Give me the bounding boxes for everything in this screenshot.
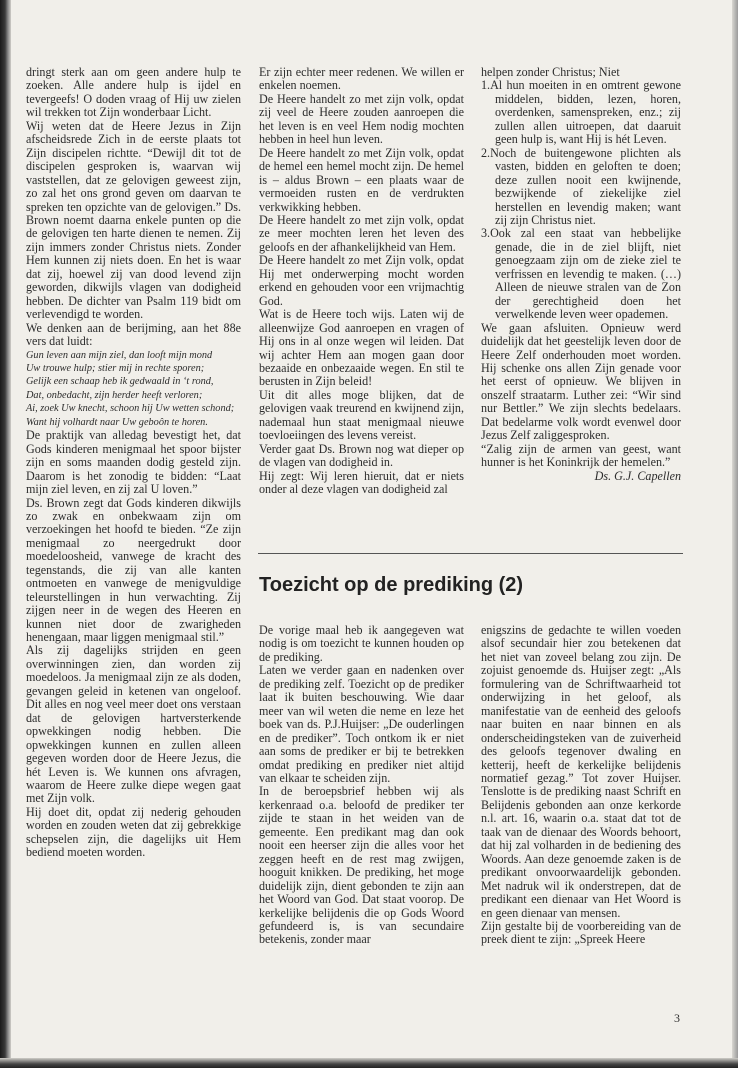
paragraph: enigszins de gedachte te willen voeden alsof secundair hier zou betekenen dat het niet van zoveel belang zou zijn. De zojuist genoemde ds. Huijser zegt: „Als formulering van de Schriftwaarheid tot onderwijzing in het geloof, als manifestatie van de eenheid des geloofs naar buiten en naar binnen en als onderscheidingsteken van de zuiverheid des geloofs tegenover dwaling en ketterij, heeft de kerkelijke belijdenis normatief gezag.” Tot zover Huijser. Tenslotte is de prediking naast Schrift en Belijdenis gebonden aan onze kerkorde n.l. art. 16, waarin o.a. staat dat tot de taak van de dienaar des Woords behoort, dat hij zal volharden in de bediening des Woords. Aan deze genoemde zaken is de predikant onvoorwaardelijk gebonden. Met nadruk wil ik onderstrepen, dat de predikant een dienaar van Het Woord is en geen dienaar van mensen. — [481, 623, 681, 920]
column-right-bottom — [481, 624, 681, 947]
verse-line: Want hij volhardt naar Uw geboôn te horen. — [26, 416, 208, 428]
paragraph: In de beroepsbrief hebben wij als kerkenraad o.a. beloofd de prediker ter zijde te staan in het weiden van de gemeente. Een predikant mag dan ook nooit een heerser zijn die alles voor het zeggen heeft en de rest mag zwijgen, hooguit knikken. De prediking, het moge duidelijk zijn, dient gebonden te zijn aan het Woord van God. Dat staat voorop. De kerkelijke belijdenis die op Gods Woord gefundeerd is, is van secundaire betekenis, zonder maar — [259, 784, 464, 947]
verse-line: Uw trouwe hulp; stier mij in rechte sporen; — [26, 362, 205, 374]
paragraph: We denken aan de berijming, aan het 88e vers dat luidt: — [26, 320, 241, 349]
paragraph: “Zalig zijn de armen van geest, want hunner is het Koninkrijk der hemelen.” — [481, 441, 681, 470]
column-right-top — [481, 66, 681, 483]
paragraph: Uit dit alles moge blijken, dat de gelovigen vaak treurend en kwijnend zijn, nademaal hun staat menigmaal nieuwe toevloeiingen des levens vereist. — [259, 387, 464, 443]
verse-line: Gelijk een schaap heb ik gedwaald in ‘t rond, — [26, 376, 214, 388]
list-item: 1.Al hun moeiten in en omtrent gewone middelen, bidden, lezen, horen, overdenken, samenspreken, enz.; zij zullen allen uitroepen, dat daaruit geen hulp is, want Hij is hét Leven. — [481, 78, 681, 147]
binding-spine — [0, 0, 11, 1068]
column-left — [26, 66, 241, 860]
paragraph: Hij doet dit, opdat zij nederig gehouden worden en zouden weten dat zij gebrekkige schepselen zijn, die dagelijks uit Hem bediend moeten worden. — [26, 804, 241, 860]
paragraph: Hij zegt: Wij leren hieruit, dat er niets onder al deze vlagen van dodigheid zal — [259, 468, 464, 497]
paragraph: De Heere handelt zo met zijn volk, opdat zij veel de Heere zouden aanroepen die het leven is en veel Hem nodig mochten hebben in heel hun leven. — [259, 91, 464, 147]
paragraph: Ds. Brown zegt dat Gods kinderen dikwijls zo zwak en onbekwaam zijn om verzoekingen het hoofd te bieden. “Ze zijn menigmaal zo neergedrukt door moedeloosheid, vanwege de kracht des tegenstands, die zij van alle kanten ontmoeten en vanwege de menigvuldige teleurstellingen in hun verwachting. Zij zijgen neer in de wegen des Heeren en kunnen niet door de zwarigheden henengaan, maar liggen menigmaal stil.” — [26, 495, 241, 645]
page-bottom-edge — [0, 1058, 738, 1068]
column-middle-top — [259, 66, 464, 497]
paragraph: De praktijk van alledag bevestigt het, dat Gods kinderen menigmaal het spoor bijster zijn en soms maanden dodig gesteld zijn. Daarom is het zonodig te bidden: “Laat mijn ziel leven, en zij zal U loven.” — [26, 428, 241, 497]
verse-line: Gun leven aan mijn ziel, dan looft mijn mond — [26, 349, 213, 361]
paragraph: Er zijn echter meer redenen. We willen er enkelen noemen. — [259, 65, 464, 93]
paragraph: De vorige maal heb ik aangegeven wat nodig is om toezicht te kunnen houden op de prediking. — [259, 623, 464, 664]
paragraph: Zijn gestalte bij de voorbereiding van de preek dient te zijn: „Spreek Heere — [481, 918, 681, 947]
article-title: Toezicht op de prediking (2) — [259, 574, 524, 596]
paragraph: Verder gaat Ds. Brown nog wat dieper op de vlagen van dodigheid in. — [259, 441, 464, 470]
page-right-edge — [732, 0, 738, 1068]
paragraph: dringt sterk aan om geen andere hulp te zoeken. Alle andere hulp is ijdel en tevergeefs! O doden vraag of Hij uw zielen wil trekken tot Zijn wonderbaar Licht. — [26, 65, 241, 120]
paragraph: helpen zonder Christus; Niet — [481, 65, 620, 79]
section-divider — [258, 553, 683, 554]
psalm-verse — [26, 349, 241, 430]
signature: Ds. G.J. Capellen — [594, 468, 681, 483]
verse-line: Dat, onbedacht, zijn herder heeft verloren; — [26, 389, 203, 401]
verse-line: Ai, zoek Uw knecht, schoon hij Uw wetten schond; — [26, 403, 235, 415]
paragraph: De Heere handelt zo met Zijn volk, opdat Hij met onderwerping mocht worden erkend en gehouden voor een vrijmachtig God. — [259, 253, 464, 308]
paragraph: Laten we verder gaan en nadenken over de prediking zelf. Toezicht op de prediker laat ik buiten beschouwing. Wie daar meer van wil weten die neme en leze het boek van ds. P.J.Huijser: „De ouderlingen en de prediker”. Toch ontkom ik er niet aan soms de prediker er bij te betrekken omdat prediking en prediker niet altijd van elkaar te scheiden zijn. — [259, 663, 464, 785]
column-middle-bottom — [259, 624, 464, 947]
paragraph: Als zij dagelijks strijden en geen overwinningen zien, dan worden zij moedeloos. Ja menigmaal zijn ze als doden, gevangen geleid in ketenen van ongeloof. Dit alles en nog veel meer doet ons verstaan dat de gelovigen hartversterkende opwekkingen nodig hebben. Die opwekkingen kunnen en zullen alleen gegeven worden door de Heere Jezus, die hét Leven is. We kunnen ons afvragen, waarom de Heere zulke diepe wegen gaat met Zijn volk. — [26, 643, 241, 806]
list-item: 2.Noch de buitengewone plichten als vasten, bidden en geloften te doen; deze zullen nooit een kwijnende, bezwijkende of ziekelijke ziel herstellen en levendig maken; want zij zijn Christus niet. — [481, 145, 681, 227]
paragraph: Wij weten dat de Heere Jezus in Zijn afscheidsrede Zich in de eerste plaats tot Zijn discipelen richtte. “Dewijl dit tot de discipelen gesproken is, waarvan wij vaststellen, dat ze gelovigen geweest zijn, zo zal het ons grond geven om daarvan te spreken ten opzichte van de gelovigen.” Ds. Brown noemt daarna enkele punten op die de gelovigen ten harte dienen te nemen. Zij zijn immers zonder Christus niets. Zonder Hem kunnen zij niets doen. En het is waar dat zij, hoewel zij van dood levend zijn geworden, dikwijls vlagen van dodigheid hebben. De dichter van Psalm 119 bidt om verlevendigd te worden. — [26, 118, 241, 322]
page-number: 3 — [674, 1011, 680, 1025]
paragraph: De Heere handelt zo met zijn volk, opdat ze meer mochten leren het leven des geloofs en der afhankelijkheid van Hem. — [259, 212, 464, 254]
list-item: 3.Ook zal een staat van hebbelijke genade, die in de ziel blijft, niet genoegzaam zijn om de zieke ziel te verfrissen en levendig te maken. (…) Alleen de nieuwe stralen van de Zon der gerechtigheid doen het verwelkende leven weer opademen. — [481, 226, 681, 322]
paragraph: We gaan afsluiten. Opnieuw werd duidelijk dat het geestelijk leven door de Heere Zelf onderhouden moet worden. Hij schenke ons allen Zijn genade voor het eerst of opnieuw. We blijven in onszelf straatarm. Luther zei: “Wir sind nur Bettler.” We zijn slechts bedelaars. Dat bedelarme volk wordt evenwel door Jezus Zelf zaliggesproken. — [481, 320, 681, 443]
paragraph: Wat is de Heere toch wijs. Laten wij de alleenwijze God aanroepen en vragen of Hij ons in al onze wegen wil leiden. Dat wij achter Hem aan mogen gaan door bezaaide en onbezaaide wegen. En stil te berusten in Zijn beleid! — [259, 307, 464, 389]
paragraph: De Heere handelt zo met Zijn volk, opdat de hemel een hemel mocht zijn. De hemel is – aldus Brown – een plaats waar de vermoeiden rusten en de verdrukten verkwikking hebben. — [259, 145, 464, 214]
